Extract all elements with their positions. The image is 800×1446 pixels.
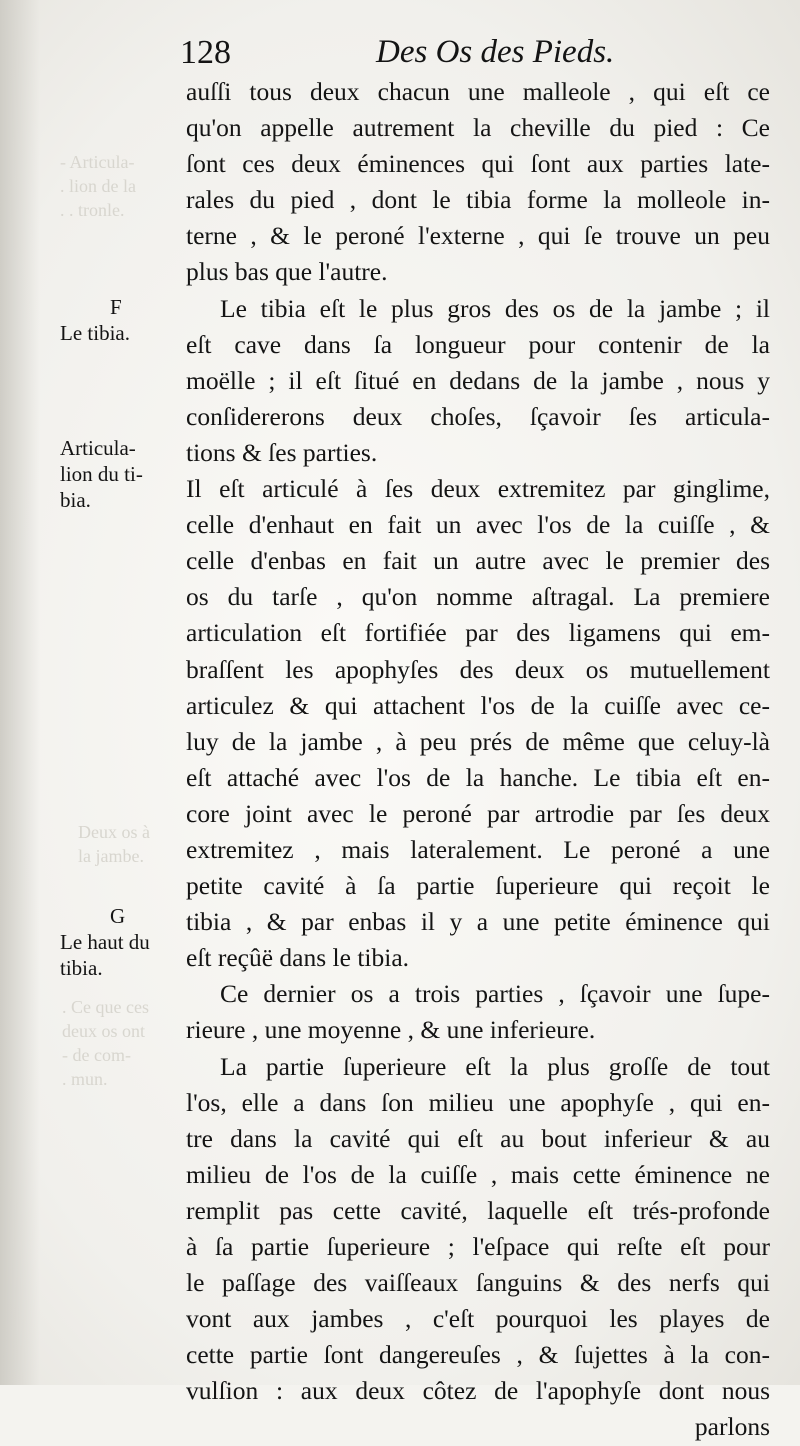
text-line: La partie ſuperieure eſt la plus groſſe de tout <box>220 1051 770 1081</box>
bleed-through-text: Deux os à la jambe. <box>78 822 150 866</box>
margin-note-line: Le tibia. <box>60 321 130 345</box>
text-line: milieu de l'os de la cuiſſe , mais cette éminence ne <box>186 1159 770 1189</box>
text-line: tre dans la cavité qui eſt au bout inferieur & au <box>186 1123 770 1153</box>
text-line: vulſion : aux deux côtez de l'apophyſe dont nous <box>186 1376 770 1406</box>
margin-note-articulation <box>60 435 182 513</box>
margin-note-line: bia. <box>60 488 91 512</box>
text-line: eſt cave dans ſa longueur pour contenir de la <box>186 329 770 359</box>
text-line: qu'on appelle autrement la cheville du pied : Ce <box>186 113 770 143</box>
text-line: l'os, elle a dans ſon milieu une apophyſe , qui en- <box>186 1087 770 1117</box>
text-line: terne , & le peroné l'externe , qui ſe trouve un peu <box>186 221 770 251</box>
text-line: articulez & qui attachent l'os de la cuiſſe avec ce- <box>186 690 770 720</box>
text-line: os du tarſe , qu'on nomme aſtragal. La premiere <box>186 582 770 612</box>
text-line: Ce dernier os a trois parties , ſçavoir une ſupe- <box>220 979 770 1009</box>
text-line: ſont ces deux éminences qui ſont aux parties late- <box>186 149 770 179</box>
text-line: tibia , & par enbas il y a une petite éminence qui <box>186 907 770 937</box>
text-line: extremitez , mais lateralement. Le peroné a une <box>186 834 770 864</box>
text-line: à ſa partie ſuperieure ; l'eſpace qui reſte eſt pour <box>186 1232 770 1261</box>
text-line: moëlle ; il eſt ſitué en dedans de la jambe , nous y <box>186 365 770 395</box>
text-line: le paſſage des vaiſſeaux ſanguins & des nerfs qui <box>186 1268 770 1298</box>
text-line: conſidererons deux choſes, ſçavoir ſes articula- <box>186 401 770 431</box>
text-line: braſſent les apophyſes des deux os mutuellement <box>186 654 770 684</box>
text-line: rales du pied , dont le tibia forme la molleole in- <box>186 185 770 215</box>
text-line: celle d'enhaut en fait un avec l'os de la cuiſſe , & <box>186 510 770 540</box>
text-line: core joint avec le peroné par artrodie par ſes deux <box>186 798 770 828</box>
text-line: petite cavité à ſa partie ſuperieure qui reçoit le <box>186 871 770 901</box>
bleed-through-text: - Articula- . lion de la . . tronle. <box>60 152 136 220</box>
catchword: parlons <box>694 1412 770 1442</box>
text-line: tions & ſes parties. <box>186 437 378 467</box>
margin-note-line: lion du ti- <box>60 462 143 486</box>
margin-note-line: Articula- <box>60 436 136 460</box>
page-number: 128 <box>180 34 231 71</box>
text-line: eſt reçûë dans le tibia. <box>186 943 410 973</box>
text-line: Le tibia eſt le plus gros des os de la jambe ; il <box>220 293 770 323</box>
text-line: Il eſt articulé à ſes deux extremitez par ginglime, <box>186 474 770 504</box>
text-line: articulation eſt fortifiée par des ligamens qui em- <box>186 618 770 648</box>
text-line: vont aux jambes , c'eſt pourquoi les playes de <box>186 1304 770 1334</box>
text-line: remplit pas cette cavité, laquelle eſt trés-profonde <box>186 1195 770 1225</box>
page-header <box>180 34 780 78</box>
running-head: Des Os des Pieds. <box>376 34 615 70</box>
text-line: rieure , une moyenne , & une inferieure. <box>186 1015 596 1045</box>
text-line: plus bas que l'autre. <box>186 257 388 287</box>
gutter-shadow <box>0 0 40 1385</box>
margin-note-line: Le haut du <box>60 930 150 954</box>
text-line: auſſi tous deux chacun une malleole , qui eſt ce <box>186 77 770 106</box>
margin-note-line: tibia. <box>60 956 103 980</box>
margin-note-tibia <box>60 294 182 346</box>
text-line: eſt attaché avec l'os de la hanche. Le tibia eſt en- <box>186 762 770 792</box>
text-line: celle d'enbas en fait un autre avec le premier des <box>186 546 770 576</box>
text-line: cette partie ſont dangereuſes , & ſujettes à la con- <box>186 1340 770 1370</box>
margin-note-letter: G <box>110 904 126 928</box>
margin-note-haut-du-tibia <box>60 903 182 981</box>
body-text <box>186 74 770 1446</box>
text-line: luy de la jambe , à peu prés de même que celuy-là <box>186 726 770 756</box>
margin-note-letter: F <box>110 295 122 319</box>
bleed-through-text: . Ce que ces deux os ont - de com- . mun. <box>62 997 149 1089</box>
